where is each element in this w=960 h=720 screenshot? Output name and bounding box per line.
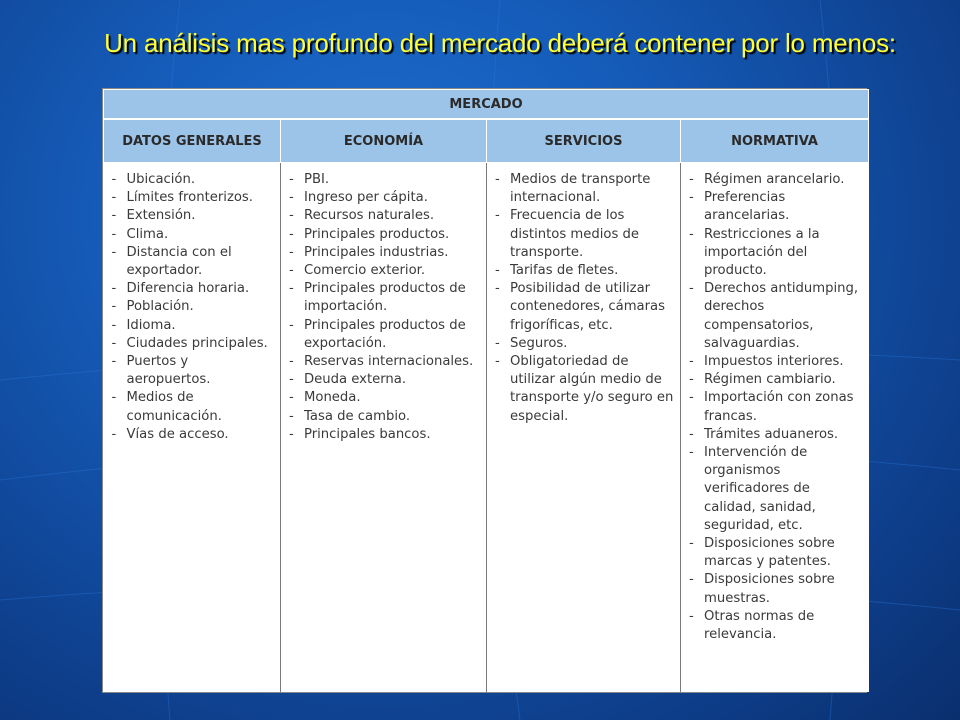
list-item: - Medios de comunicación. <box>110 389 277 425</box>
list-item: - Frecuencia de los distintos medios de transporte. <box>493 207 676 262</box>
list-item: - Disposiciones sobre muestras. <box>687 571 865 607</box>
list-item: - PBI. <box>287 171 482 189</box>
item-list-normativa <box>687 171 865 644</box>
column-header-servicios: SERVICIOS <box>487 119 681 163</box>
list-item: - Población. <box>110 298 277 316</box>
item-list-economia <box>287 171 482 444</box>
list-item: - Límites fronterizos. <box>110 189 277 207</box>
column-header-normativa: NORMATIVA <box>681 119 869 163</box>
list-item: - Tasa de cambio. <box>287 408 482 426</box>
column-cell-normativa <box>681 163 869 693</box>
list-item: - Extensión. <box>110 207 277 225</box>
list-item: - Intervención de organismos verificadores de calidad, sanidad, seguridad, etc. <box>687 444 865 535</box>
list-item: - Moneda. <box>287 389 482 407</box>
list-item: - Posibilidad de utilizar contenedores, cámaras frigoríficas, etc. <box>493 280 676 335</box>
list-item: - Impuestos interiores. <box>687 353 865 371</box>
item-list-servicios <box>493 171 676 426</box>
list-item: - Principales productos de exportación. <box>287 317 482 353</box>
list-item: - Seguros. <box>493 335 676 353</box>
list-item: - Ingreso per cápita. <box>287 189 482 207</box>
list-item: - Principales productos. <box>287 226 482 244</box>
list-item: - Diferencia horaria. <box>110 280 277 298</box>
list-item: - Reservas internacionales. <box>287 353 482 371</box>
list-item: - Importación con zonas francas. <box>687 389 865 425</box>
slide-title: Un análisis mas profundo del mercado deberá contener por lo menos: <box>104 28 896 58</box>
list-item: - Recursos naturales. <box>287 207 482 225</box>
list-item: - Principales bancos. <box>287 426 482 444</box>
column-cell-servicios <box>487 163 681 693</box>
list-item: - Puertos y aeropuertos. <box>110 353 277 389</box>
list-item: - Derechos antidumping, derechos compensatorios, salvaguardias. <box>687 280 865 353</box>
list-item: - Trámites aduaneros. <box>687 426 865 444</box>
list-item: - Principales productos de importación. <box>287 280 482 316</box>
column-cell-datos-generales <box>104 163 281 693</box>
list-item: - Principales industrias. <box>287 244 482 262</box>
column-header-datos-generales: DATOS GENERALES <box>104 119 281 163</box>
column-header-economia: ECONOMÍA <box>281 119 487 163</box>
mercado-table-container <box>102 88 867 693</box>
list-item: - Vías de acceso. <box>110 426 277 444</box>
list-item: - Comercio exterior. <box>287 262 482 280</box>
list-item: - Otras normas de relevancia. <box>687 608 865 644</box>
item-list-datos-generales <box>110 171 277 444</box>
list-item: - Distancia con el exportador. <box>110 244 277 280</box>
column-cell-economia <box>281 163 487 693</box>
list-item: - Idioma. <box>110 317 277 335</box>
table-title: MERCADO <box>104 90 869 120</box>
list-item: - Tarifas de fletes. <box>493 262 676 280</box>
list-item: - Preferencias arancelarias. <box>687 189 865 225</box>
list-item: - Disposiciones sobre marcas y patentes. <box>687 535 865 571</box>
mercado-table <box>103 89 869 692</box>
list-item: - Deuda externa. <box>287 371 482 389</box>
list-item: - Medios de transporte internacional. <box>493 171 676 207</box>
list-item: - Régimen cambiario. <box>687 371 865 389</box>
list-item: - Ubicación. <box>110 171 277 189</box>
list-item: - Obligatoriedad de utilizar algún medio de transporte y/o seguro en especial. <box>493 353 676 426</box>
list-item: - Régimen arancelario. <box>687 171 865 189</box>
list-item: - Restricciones a la importación del producto. <box>687 226 865 281</box>
list-item: - Clima. <box>110 226 277 244</box>
list-item: - Ciudades principales. <box>110 335 277 353</box>
